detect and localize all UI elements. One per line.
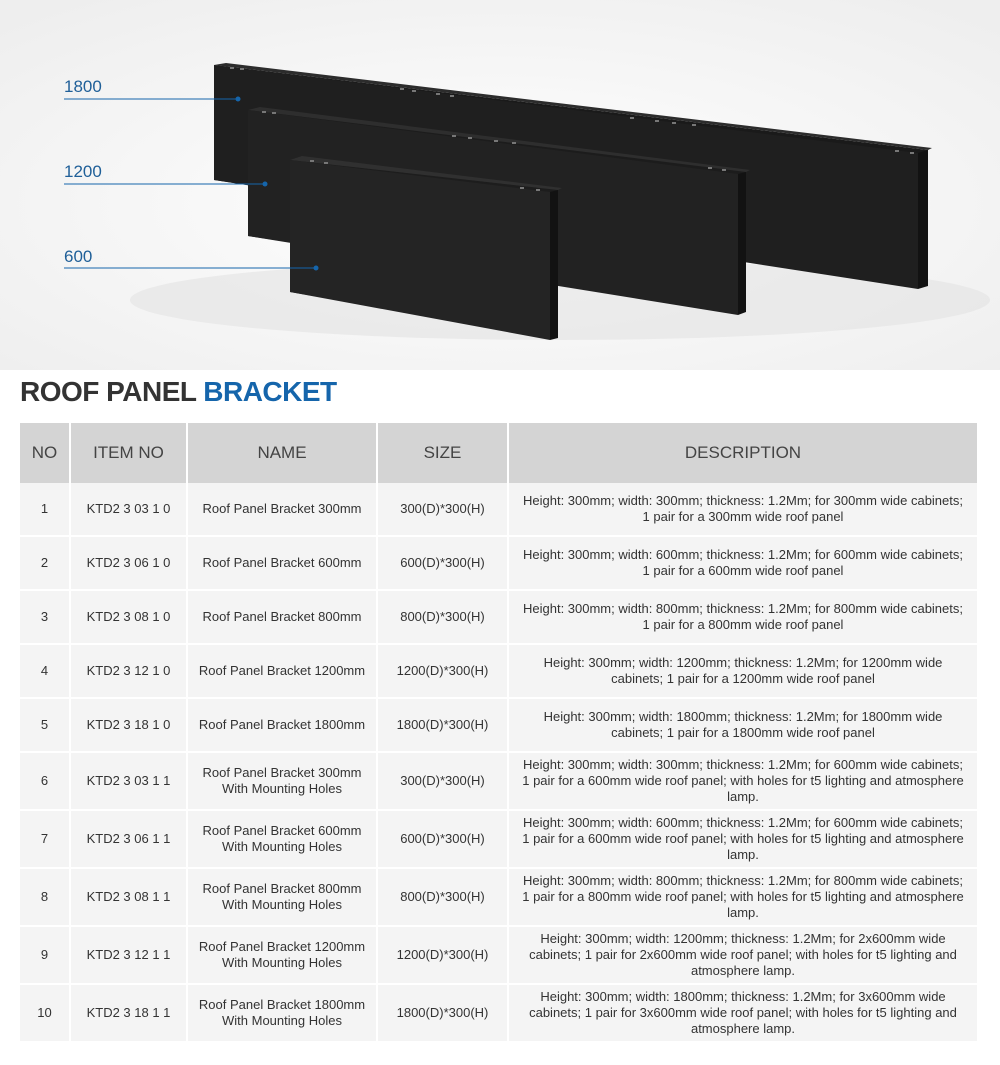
cell-no: 8 (20, 868, 70, 926)
cell-description: Height: 300mm; width: 600mm; thickness: 1.2Mm; for 600mm wide cabinets; 1 pair for a 600mm wide roof panel (508, 536, 977, 590)
spec-table (20, 423, 977, 1043)
header-name: NAME (187, 423, 377, 483)
bracket-illustration (0, 0, 1000, 370)
cell-description: Height: 300mm; width: 300mm; thickness: 1.2Mm; for 600mm wide cabinets; 1 pair for a 600mm wide roof panel; with holes for t5 lighting and atmosphere lamp. (508, 752, 977, 810)
table-row (20, 644, 977, 698)
callout-label-1800: 1800 (64, 77, 102, 96)
cell-size: 800(D)*300(H) (377, 590, 508, 644)
cell-size: 300(D)*300(H) (377, 752, 508, 810)
cell-item-no: KTD2 3 18 1 1 (70, 984, 187, 1042)
table-row (20, 536, 977, 590)
cell-no: 10 (20, 984, 70, 1042)
cell-size: 1800(D)*300(H) (377, 984, 508, 1042)
cell-no: 6 (20, 752, 70, 810)
cell-no: 7 (20, 810, 70, 868)
cell-size: 1800(D)*300(H) (377, 698, 508, 752)
cell-name: Roof Panel Bracket 800mm (187, 590, 377, 644)
table-row (20, 698, 977, 752)
cell-description: Height: 300mm; width: 1200mm; thickness: 1.2Mm; for 1200mm wide cabinets; 1 pair for a 1200mm wide roof panel (508, 644, 977, 698)
page-title (20, 376, 337, 408)
cell-name: Roof Panel Bracket 600mm (187, 536, 377, 590)
cell-size: 600(D)*300(H) (377, 536, 508, 590)
table-row (20, 926, 977, 984)
cell-name: Roof Panel Bracket 800mm With Mounting Holes (187, 868, 377, 926)
cell-name: Roof Panel Bracket 300mm With Mounting Holes (187, 752, 377, 810)
cell-item-no: KTD2 3 12 1 1 (70, 926, 187, 984)
cell-description: Height: 300mm; width: 300mm; thickness: 1.2Mm; for 300mm wide cabinets; 1 pair for a 300mm wide roof panel (508, 483, 977, 536)
cell-item-no: KTD2 3 06 1 0 (70, 536, 187, 590)
cell-item-no: KTD2 3 03 1 0 (70, 483, 187, 536)
cell-size: 800(D)*300(H) (377, 868, 508, 926)
cell-item-no: KTD2 3 08 1 0 (70, 590, 187, 644)
callout-label-1200: 1200 (64, 162, 102, 181)
cell-name: Roof Panel Bracket 300mm (187, 483, 377, 536)
cell-name: Roof Panel Bracket 1200mm With Mounting Holes (187, 926, 377, 984)
cell-no: 1 (20, 483, 70, 536)
table-row (20, 984, 977, 1042)
cell-description: Height: 300mm; width: 1800mm; thickness: 1.2Mm; for 3x600mm wide cabinets; 1 pair for 3x600mm wide roof panel; with holes for t5 lighting and atmosphere lamp. (508, 984, 977, 1042)
cell-description: Height: 300mm; width: 800mm; thickness: 1.2Mm; for 800mm wide cabinets; 1 pair for a 800mm wide roof panel; with holes for t5 lighting and atmosphere lamp. (508, 868, 977, 926)
cell-name: Roof Panel Bracket 1800mm With Mounting Holes (187, 984, 377, 1042)
cell-size: 600(D)*300(H) (377, 810, 508, 868)
header-item-no: ITEM NO (70, 423, 187, 483)
header-description: DESCRIPTION (508, 423, 977, 483)
cell-item-no: KTD2 3 06 1 1 (70, 810, 187, 868)
table-row (20, 810, 977, 868)
cell-item-no: KTD2 3 03 1 1 (70, 752, 187, 810)
cell-no: 3 (20, 590, 70, 644)
table-row (20, 752, 977, 810)
cell-description: Height: 300mm; width: 1800mm; thickness: 1.2Mm; for 1800mm wide cabinets; 1 pair for a 1800mm wide roof panel (508, 698, 977, 752)
cell-description: Height: 300mm; width: 600mm; thickness: 1.2Mm; for 600mm wide cabinets; 1 pair for a 600mm wide roof panel; with holes for t5 lighting and atmosphere lamp. (508, 810, 977, 868)
title-part-1: ROOF PANEL (20, 376, 196, 407)
cell-no: 9 (20, 926, 70, 984)
table-row (20, 590, 977, 644)
header-size: SIZE (377, 423, 508, 483)
title-part-2: BRACKET (203, 376, 337, 407)
cell-size: 1200(D)*300(H) (377, 926, 508, 984)
table-row (20, 483, 977, 536)
cell-item-no: KTD2 3 12 1 0 (70, 644, 187, 698)
cell-description: Height: 300mm; width: 1200mm; thickness: 1.2Mm; for 2x600mm wide cabinets; 1 pair for 2x600mm wide roof panel; with holes for t5 lighting and atmosphere lamp. (508, 926, 977, 984)
header-no: NO (20, 423, 70, 483)
cell-item-no: KTD2 3 08 1 1 (70, 868, 187, 926)
callout-label-600: 600 (64, 247, 93, 266)
cell-no: 2 (20, 536, 70, 590)
cell-description: Height: 300mm; width: 800mm; thickness: 1.2Mm; for 800mm wide cabinets; 1 pair for a 800mm wide roof panel (508, 590, 977, 644)
cell-size: 300(D)*300(H) (377, 483, 508, 536)
product-image (0, 0, 1000, 370)
cell-no: 5 (20, 698, 70, 752)
table-row (20, 868, 977, 926)
cell-name: Roof Panel Bracket 1800mm (187, 698, 377, 752)
table-header-row (20, 423, 977, 483)
cell-size: 1200(D)*300(H) (377, 644, 508, 698)
cell-name: Roof Panel Bracket 600mm With Mounting Holes (187, 810, 377, 868)
cell-name: Roof Panel Bracket 1200mm (187, 644, 377, 698)
cell-item-no: KTD2 3 18 1 0 (70, 698, 187, 752)
cell-no: 4 (20, 644, 70, 698)
